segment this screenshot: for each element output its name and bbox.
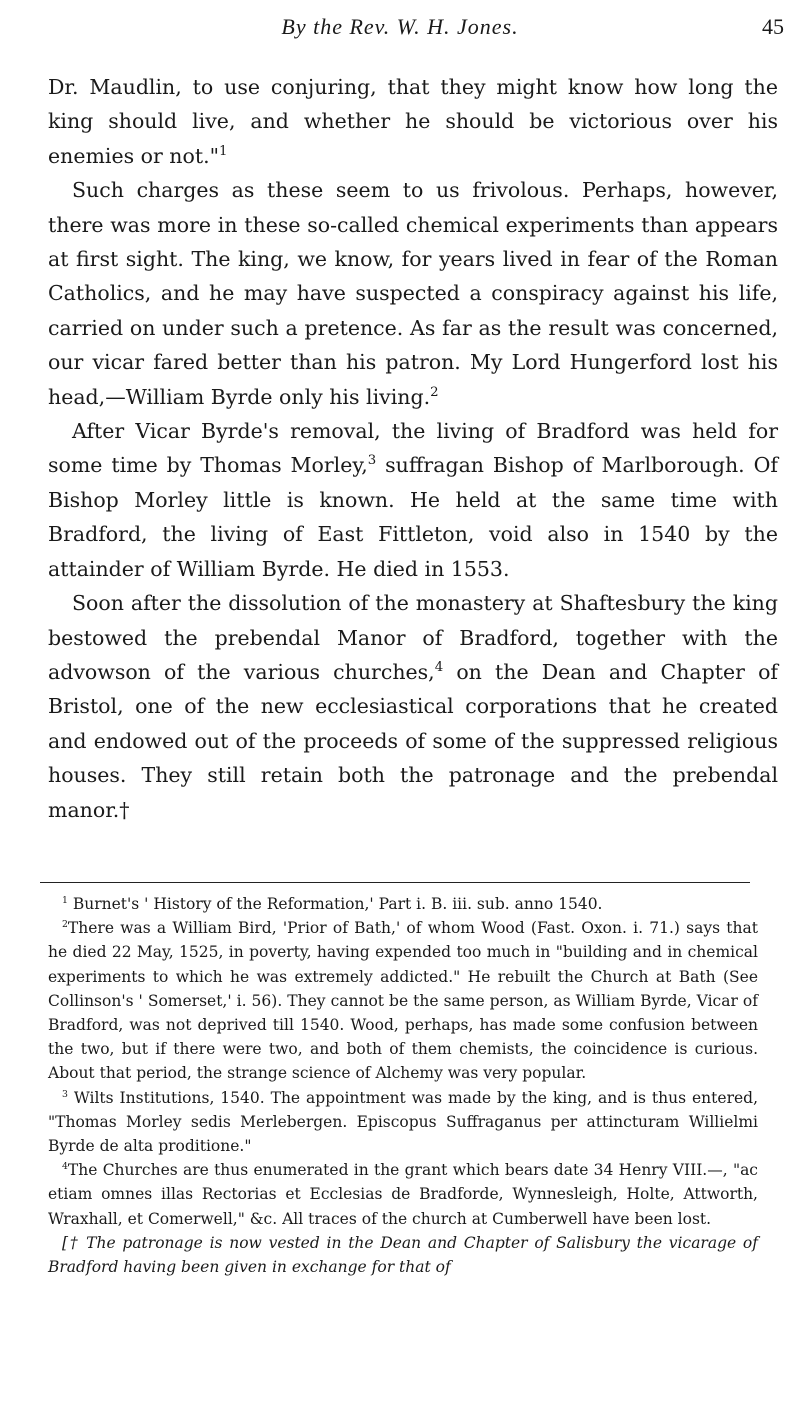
footnote-2-number: 2: [62, 919, 68, 931]
paragraph-4-text-a: Soon after the dissolution of the monastery at Shaftesbury the king bestowed the prebendal Manor of Bradford, together with the advowson of the various churches,: [48, 591, 778, 684]
footnote-ref-3: 3: [367, 453, 377, 469]
footnote-4-number: 4: [62, 1161, 68, 1173]
footnote-1: [48, 892, 758, 916]
footnote-3-text: Wilts Institutions, 1540. The appointment was made by the king, and is thus entered, "Thomas Morley sedis Merlebergen. Episcopus Suffraganus per attincturam Willielmi Byrde de alta proditione.": [48, 1088, 758, 1156]
footnotes: [48, 892, 758, 1279]
footnote-3: [48, 1086, 758, 1159]
paragraph-2: [48, 173, 778, 414]
footnote-4: [48, 1158, 758, 1231]
paragraph-3: [48, 414, 778, 586]
footnote-1-text: Burnet's ' History of the Reformation,' Part i. B. iii. sub. anno 1540.: [67, 895, 603, 913]
running-head: By the Rev. W. H. Jones.: [281, 14, 519, 39]
page-number: 45: [762, 14, 784, 39]
footnote-4-text: The Churches are thus enumerated in the grant which bears date 34 Henry VIII.—, "ac etiam omnes illas Rectorias et Ecclesias de Bradforde, Wynnesleigh, Holte, Attworth, Wraxhall, et Comerwell," &c. All traces of the church at Cumberwell have been lost.: [48, 1161, 758, 1228]
footnote-3-number: 3: [62, 1088, 68, 1100]
paragraph-2-text: Such charges as these seem to us frivolous. Perhaps, however, there was more in these so-called chemical experiments than appears at first sight. The king, we know, for years lived in fear of the Roman Catholics, and he may have suspected a conspiracy against his life, carried on under such a pretence. As far as the result was concerned, our vicar fared better than his patron. My Lord Hungerford lost his head,—William Byrde only his living.: [48, 178, 778, 409]
paragraph-4-text-b: on the Dean and Chapter of Bristol, one of the new ecclesiastical corporations that he created and endowed out of the proceeds of some of the suppressed religious houses. They still retain both the patronage and the prebendal manor.†: [48, 659, 778, 822]
paragraph-3-text-b: suffragan Bishop of Marlborough. Of Bishop Morley little is known. He held at the same time with Bradford, the living of East Fittleton, void also in 1540 by the attainder of William Byrde. He died in 1553.: [48, 453, 778, 581]
paragraph-4: [48, 586, 778, 827]
main-text: [48, 70, 778, 827]
footnote-1-number: 1: [62, 894, 68, 906]
footnote-2: [48, 916, 758, 1085]
paragraph-1-text: Dr. Maudlin, to use conjuring, that they might know how long the king should live, and whether he should be victorious over his enemies or not.": [48, 75, 778, 168]
footnote-divider: [40, 882, 750, 883]
paragraph-3-text-a: After Vicar Byrde's removal, the living of Bradford was held for some time by Thomas Morley,: [48, 419, 778, 478]
footnote-2-text: There was a William Bird, 'Prior of Bath,' of whom Wood (Fast. Oxon. i. 71.) says that he died 22 May, 1525, in poverty, having expended too much in "building and in chemical experiments to which he was extremely addicted." He rebuilt the Church at Bath (See Collinson's ' Somerset,' i. 56). They cannot be the same person, as William Byrde, Vicar of Bradford, was not deprived till 1540. Wood, perhaps, has made some confusion between the two, but if there were two, and both of them chemists, the coincidence is curious. About that period, the strange science of Alchemy was very popular.: [48, 919, 758, 1083]
page-header: [0, 14, 800, 44]
footnote-ref-2: 2: [430, 384, 439, 400]
footnote-ref-1: 1: [219, 143, 228, 159]
paragraph-1: [48, 70, 778, 173]
footnote-ref-4: 4: [434, 660, 444, 676]
footnote-dagger: [† The patronage is now vested in the Dean and Chapter of Salisbury the vicarage of Bradford having been given in exchange for that of: [48, 1233, 758, 1277]
